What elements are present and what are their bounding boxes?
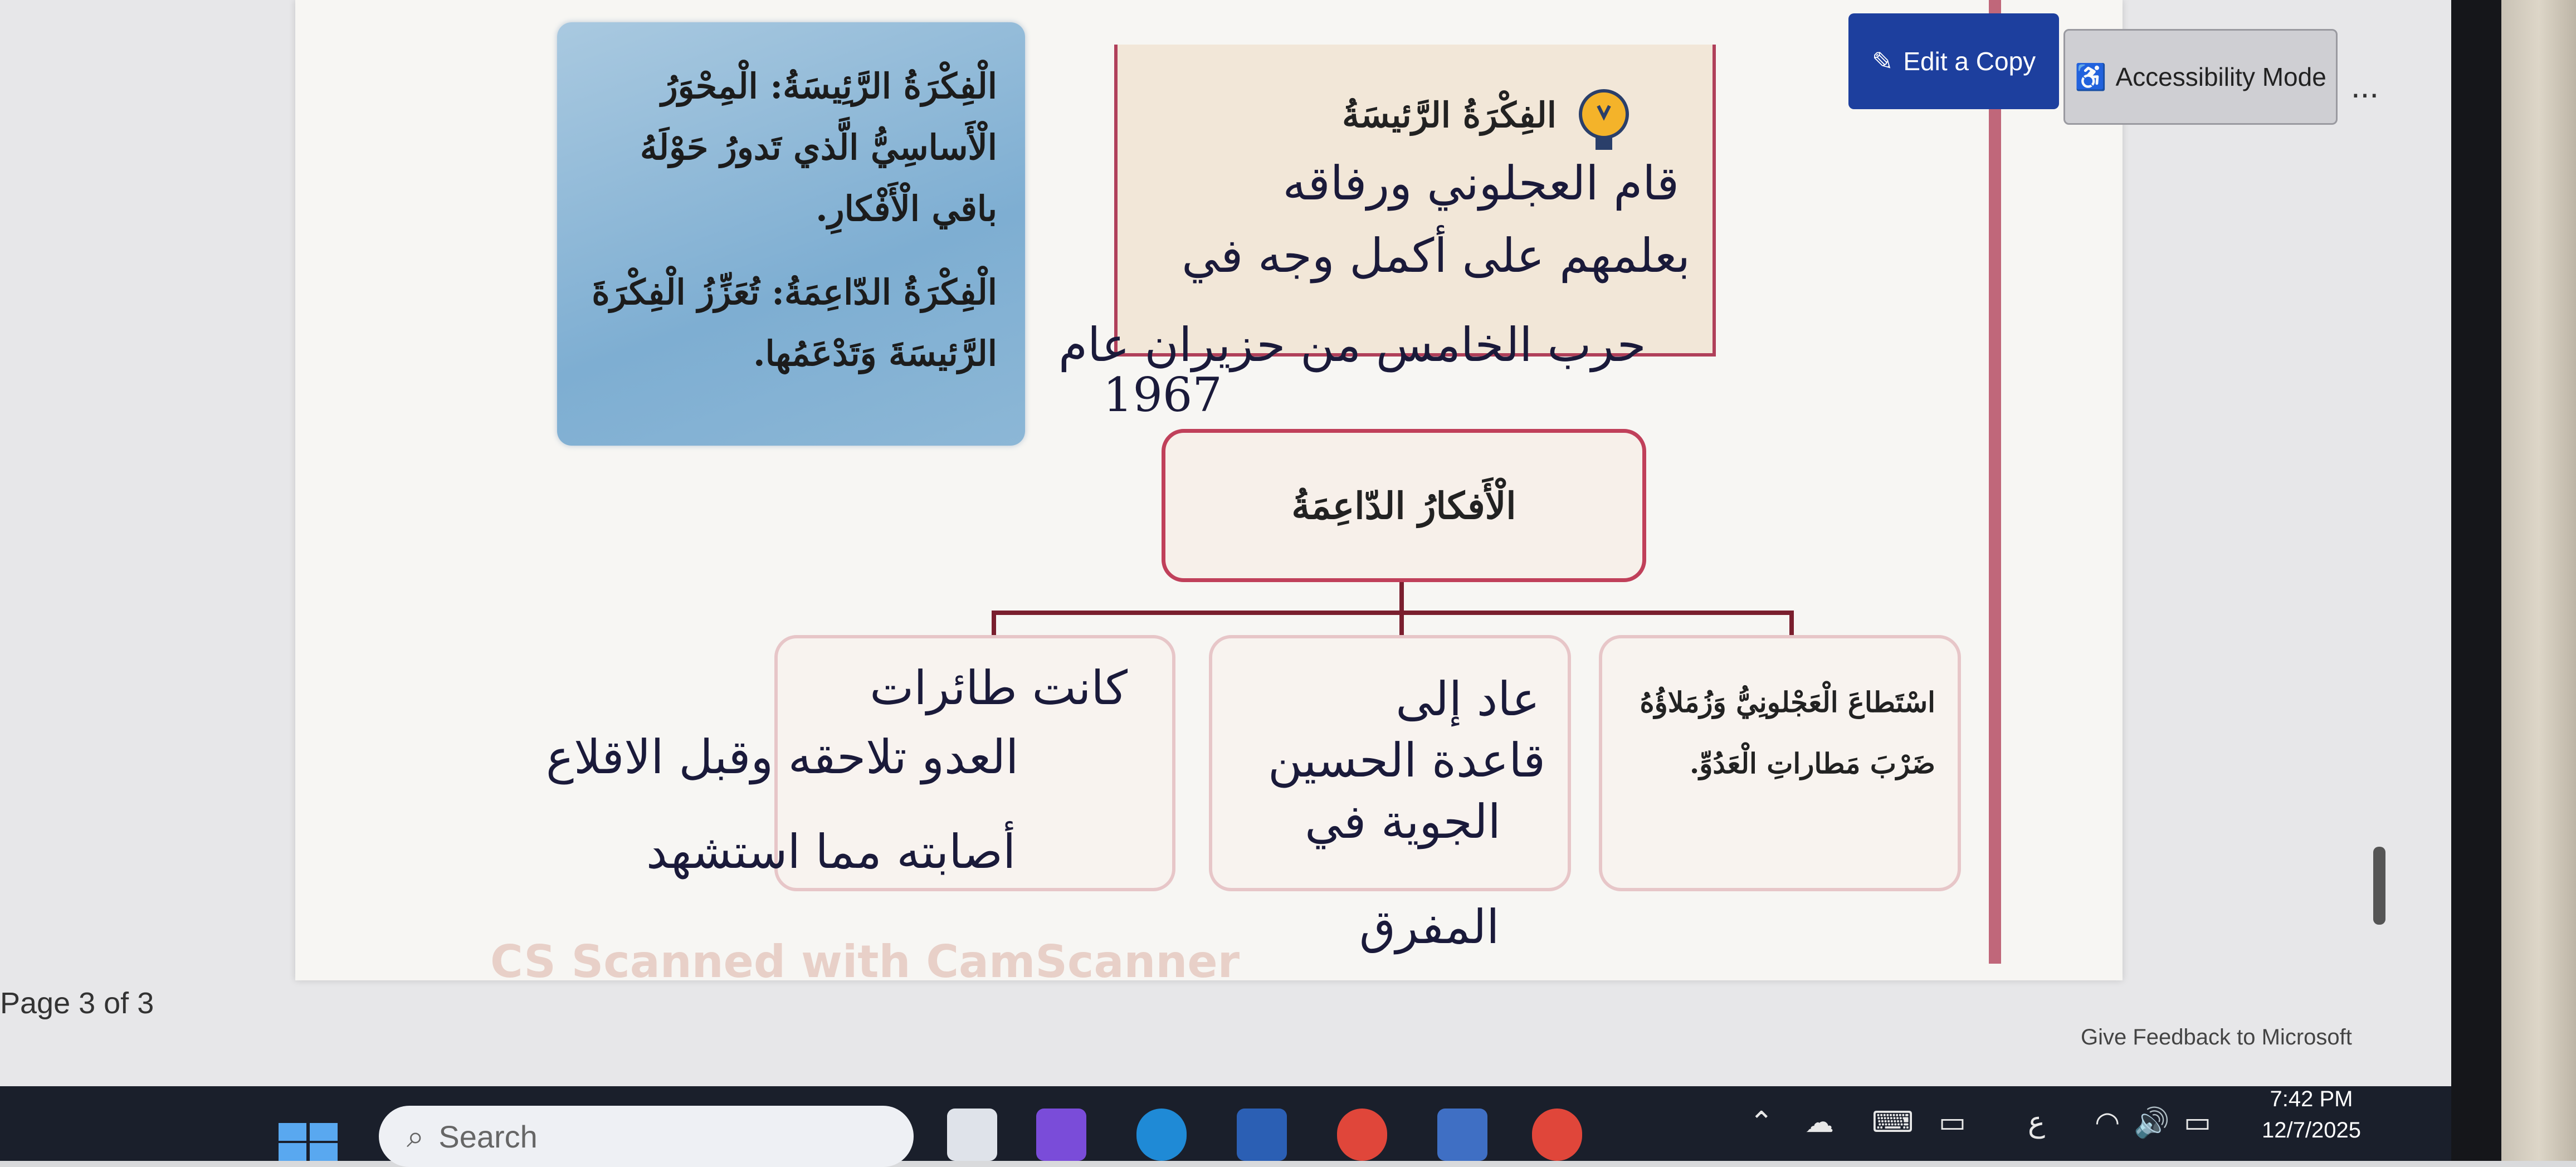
supporting-idea-2-hand-1: عاد إلى — [1396, 672, 1540, 726]
chrome-profile-icon[interactable] — [1532, 1109, 1582, 1161]
wifi-icon[interactable]: ◠ — [2095, 1106, 2120, 1139]
main-idea-handwriting-4: 1967 — [1103, 368, 1222, 422]
accessibility-mode-button[interactable] — [2063, 29, 2338, 125]
tree-stem — [1399, 582, 1404, 613]
more-options-button[interactable]: ... — [2351, 67, 2379, 105]
edit-a-copy-button[interactable] — [1848, 13, 2059, 109]
windows-logo-pane — [310, 1143, 338, 1161]
chevron-up-icon[interactable]: ⌃ — [1749, 1106, 1774, 1139]
clock-time: 7:42 PM — [2270, 1087, 2353, 1111]
edge-icon[interactable] — [1136, 1109, 1187, 1161]
keyboard-icon[interactable]: ⌨ — [1872, 1106, 1914, 1139]
supporting-ideas-box — [1162, 429, 1646, 582]
accessibility-icon: ♿ — [2075, 62, 2107, 91]
tree-branch — [992, 611, 1794, 615]
word-icon[interactable] — [1237, 1109, 1287, 1161]
clock[interactable] — [2262, 1083, 2361, 1146]
supporting-idea-2-hand-3: الجوية في — [1305, 794, 1501, 849]
supporting-idea-box-2 — [1209, 635, 1571, 891]
taskbar-search-box[interactable] — [379, 1106, 914, 1167]
supporting-idea-definition: الْفِكْرَةُ الدّاعِمَةُ: تُعَزِّزُ الْفِكْرَةَ الرَّئيسَةَ وَتَدْعَمُها. — [592, 272, 997, 374]
give-feedback-link[interactable]: Give Feedback to Microsoft — [2081, 1025, 2352, 1049]
main-idea-title: الفِكْرَةُ الرَّئيسَةُ — [1342, 95, 1557, 135]
copilot-icon[interactable] — [1036, 1109, 1086, 1161]
volume-icon[interactable]: 🔊 — [2134, 1106, 2170, 1140]
supporting-idea-1-text: اسْتَطاعَ الْعَجْلونِيُّ وَزُمَلاؤُهُ ضَرْبَ مَطاراتِ الْعَدُوِّ. — [1640, 686, 1935, 780]
battery-icon[interactable]: ▭ — [2184, 1106, 2212, 1139]
main-idea-handwriting-1: قام العجلوني ورفاقه — [1282, 156, 1679, 211]
main-idea-handwriting-3: حرب الخامس من حزيران عام — [1058, 318, 1646, 372]
supporting-idea-3-hand-2: العدو تلاحقه وقبل الاقلاع — [546, 730, 1019, 784]
clock-date: 12/7/2025 — [2262, 1118, 2361, 1142]
supporting-idea-2-hand-2: قاعدة الحسين — [1267, 733, 1545, 788]
supporting-idea-2-hand-4: المفرق — [1359, 900, 1500, 954]
calculator-icon[interactable] — [1437, 1109, 1487, 1161]
task-view-icon[interactable] — [947, 1109, 997, 1161]
page-count: Page 3 of 3 — [0, 987, 154, 1020]
start-button[interactable] — [279, 1120, 340, 1161]
vertical-scrollbar[interactable] — [2373, 847, 2385, 925]
definition-box — [557, 22, 1025, 446]
windows-logo-pane — [310, 1123, 338, 1141]
main-idea-box — [1114, 45, 1716, 357]
taskbar — [0, 1086, 2451, 1161]
accessibility-mode-label: Accessibility Mode — [2115, 62, 2326, 91]
cloud-icon[interactable]: ☁ — [1805, 1106, 1834, 1139]
display-icon[interactable]: ▭ — [1939, 1106, 1967, 1139]
lightbulb-head-icon — [1573, 84, 1635, 156]
search-icon: ⌕ — [407, 1118, 425, 1154]
main-idea-handwriting-2: بعلمهم على أكمل وجه في — [1182, 228, 1690, 283]
input-language[interactable]: ع — [2028, 1106, 2046, 1139]
chrome-icon[interactable] — [1337, 1109, 1387, 1161]
background-wall — [2501, 0, 2576, 1161]
page-margin-rule — [1989, 0, 2001, 964]
monitor-bezel — [2451, 0, 2501, 1161]
supporting-idea-3-hand-1: كانت طائرات — [870, 661, 1128, 715]
windows-logo-pane — [279, 1143, 306, 1161]
windows-logo-icon — [279, 1123, 306, 1141]
edit-a-copy-label: Edit a Copy — [1903, 47, 2036, 76]
search-placeholder: Search — [438, 1119, 538, 1154]
supporting-idea-3-hand-3: أصابته مما استشهد — [646, 824, 1016, 879]
supporting-idea-box-1 — [1599, 635, 1961, 891]
supporting-ideas-title: الْأَفكارُ الدّاعِمَةُ — [1291, 484, 1516, 528]
pencil-icon: ✎ — [1871, 47, 1894, 76]
main-idea-definition: الْفِكْرَةُ الرَّئِيسَةُ: الْمِحْوَرُ الْأَساسِيُّ الَّذي تَدورُ حَوْلَهُ باقي الْأَفْكارِ. — [640, 66, 997, 229]
camscanner-watermark: CS Scanned with CamScanner — [490, 936, 1240, 988]
